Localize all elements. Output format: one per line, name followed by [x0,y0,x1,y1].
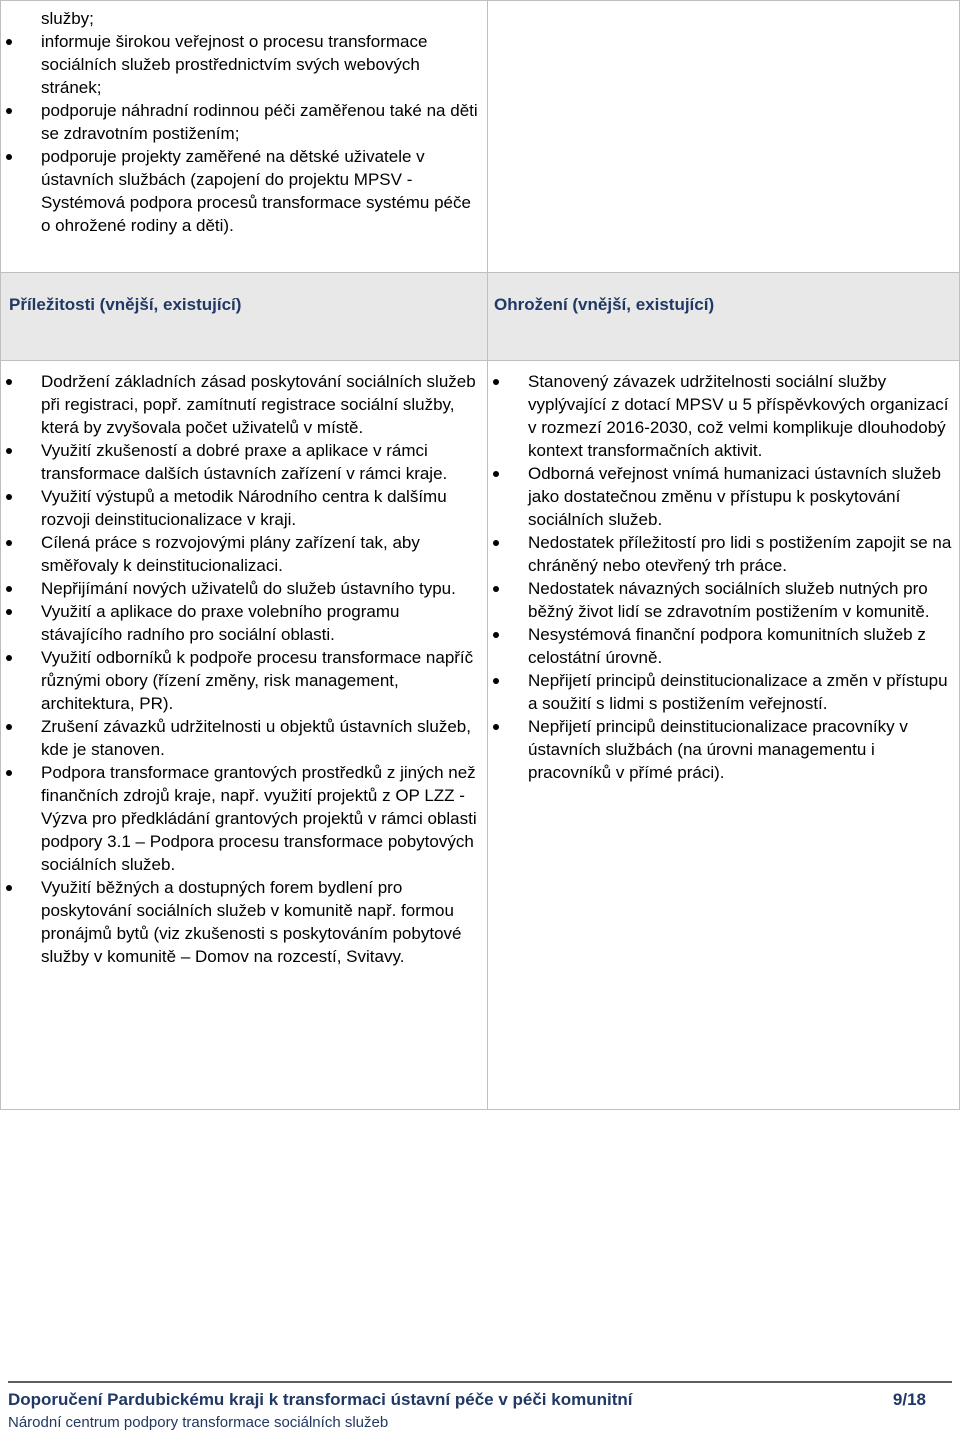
opportunities-header: Příležitosti (vnější, existující) [9,295,242,314]
list-item: Nedostatek návazných sociálních služeb nutných pro běžný život lidí se zdravotním postižením v komunitě. [488,577,948,623]
threats-cell [487,360,960,1110]
list-item: Využití běžných a dostupných forem bydlení pro poskytování sociálních služeb v komunitě např. formou pronájmů bytů (viz zkušenosti s poskytováním pobytové služby v komunitě – Domov na rozcestí, Svitavy. [1,876,473,968]
bullet-icon [493,471,499,477]
threats-header: Ohrožení (vnější, existující) [494,295,715,314]
strengths-cell [0,0,487,272]
list-item: informuje širokou veřejnost o procesu transformace sociálních služeb prostřednictvím svých webových stránek; [1,30,481,99]
bullet-icon [493,586,499,592]
bullet-icon [6,39,12,45]
bullet-icon [6,609,12,615]
list-item: Dodržení základních zásad poskytování sociálních služeb při registraci, popř. zamítnutí registrace sociální služby, která by zvyšovala počet uživatelů v místě. [1,370,483,439]
continuation-line: služby; [41,9,94,28]
list-item: Využití výstupů a metodik Národního centra k dalšímu rozvoji deinstitucionalizace v kraji. [1,485,483,531]
list-item: Nepřijímání nových uživatelů do služeb ústavního typu. [1,577,483,600]
list-item: Zrušení závazků udržitelnosti u objektů ústavních služeb, kde je stanoven. [1,715,483,761]
bullet-icon [493,632,499,638]
bullet-icon [6,724,12,730]
bullet-icon [6,586,12,592]
list-item: Podpora transformace grantových prostředků z jiných než finančních zdrojů kraje, např. využití projektů z OP LZZ - Výzva pro předkládání grantových projektů v rámci oblasti podpory 3.1 – Podpora procesu transformace pobytových sociálních služeb. [1,761,481,876]
list-item: Stanovený závazek udržitelnosti sociální služby vyplývající z dotací MPSV u 5 příspěvkových organizací v rozmezí 2016-2030, což velmi komplikuje dlouhodobý kontext transformačních aktivit. [488,370,958,462]
strengths-list [1,30,487,237]
threats-header-cell [487,272,960,360]
footer-divider [8,1381,952,1383]
opportunities-list [1,361,483,968]
list-item: Využití zkušeností a dobré praxe a aplikace v rámci transformace dalších ústavních zařízení v rámci kraje. [1,439,483,485]
opportunities-cell [0,360,487,1110]
footer-organization: Národní centrum podpory transformace sociálních služeb [8,1414,389,1431]
list-item: podporuje projekty zaměřené na dětské uživatele v ústavních službách (zapojení do projektu MPSV - Systémová podpora procesů transformace systému péče o ohrožené rodiny a děti). [1,145,471,237]
weaknesses-cell [487,0,960,272]
list-item: Nesystémová finanční podpora komunitních služeb z celostátní úrovně. [488,623,958,669]
bullet-icon [493,724,499,730]
list-item: podporuje náhradní rodinnou péči zaměřenou také na děti se zdravotním postižením; [1,99,481,145]
bullet-icon [6,885,12,891]
opportunities-header-cell [0,272,487,360]
list-item: Odborná veřejnost vnímá humanizaci ústavních služeb jako dostatečnou změnu v přístupu k poskytování sociálních služeb. [488,462,958,531]
bullet-icon [6,379,12,385]
bullet-icon [6,448,12,454]
bullet-icon [6,655,12,661]
bullet-icon [6,108,12,114]
bullet-icon [6,770,12,776]
list-item: Nedostatek příležitostí pro lidi s postižením zapojit se na chráněný nebo otevřený trh práce. [488,531,958,577]
bullet-icon [493,540,499,546]
list-item: Využití a aplikace do praxe volebního programu stávajícího radního pro sociální oblasti. [1,600,483,646]
footer-title: Doporučení Pardubickému kraji k transformaci ústavní péče v péči komunitní [8,1390,633,1409]
list-item: Nepřijetí principů deinstitucionalizace a změn v přístupu a soužití s lidmi s postižením veřejností. [488,669,958,715]
list-item: Cílená práce s rozvojovými plány zařízení tak, aby směřovaly k deinstitucionalizaci. [1,531,483,577]
list-item: Nepřijetí principů deinstitucionalizace pracovníky v ústavních službách (na úrovni managementu i pracovníků v přímé práci). [488,715,958,784]
threats-list [488,361,958,784]
bullet-icon [493,379,499,385]
bullet-icon [6,540,12,546]
page-number: 9/18 [892,1390,926,1409]
bullet-icon [6,154,12,160]
list-item: Využití odborníků k podpoře procesu transformace napříč různými obory (řízení změny, risk management, architektura, PR). [1,646,483,715]
bullet-icon [493,678,499,684]
bullet-icon [6,494,12,500]
